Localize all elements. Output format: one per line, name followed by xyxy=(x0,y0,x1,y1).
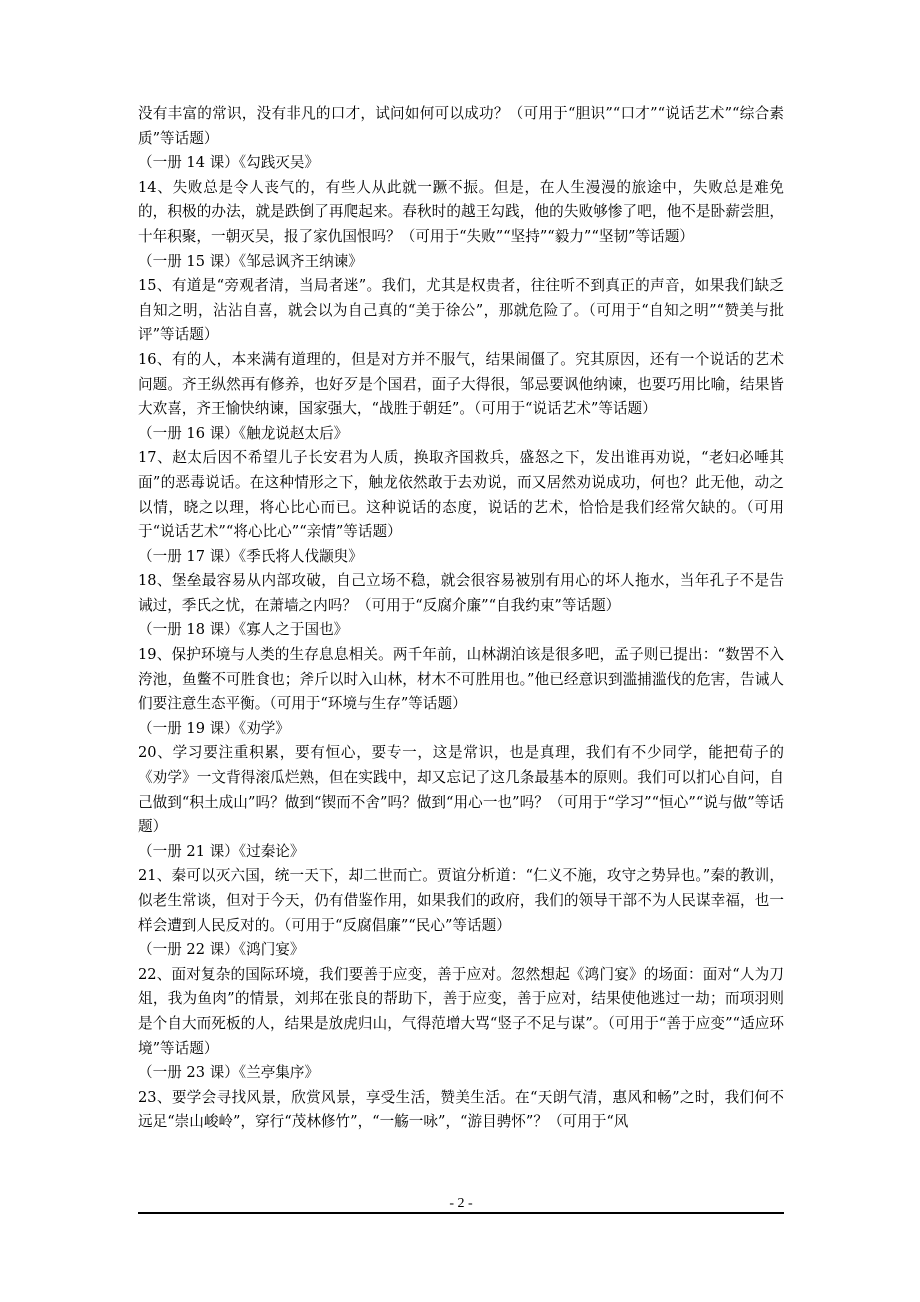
paragraph: 17、赵太后因不希望儿子长安君为人质，换取齐国救兵，盛怒之下，发出谁再劝说，“老妇必唾其面”的恶毒说话。在这种情形之下，触龙依然敢于去劝说，而又居然劝说成功，何也？此无他，动之以情，晓之以理，将心比心而已。这种说话的态度，说话的艺术，恰恰是我们经常欠缺的。（可用于“说话艺术”“将心比心”“亲情”等话题） xyxy=(138,449,784,541)
paragraph: 15、有道是“旁观者清，当局者迷”。我们，尤其是权贵者，往往听不到真正的声音，如果我们缺乏自知之明，沾沾自喜，就会以为自己真的“美于徐公”，那就危险了。（可用于“自知之明”“赞美与批评”等话题） xyxy=(138,277,784,344)
lesson-heading: （一册 14 课）《勾践灭吴》 xyxy=(138,154,320,172)
lesson-heading: （一册 23 课）《兰亭集序》 xyxy=(138,1064,320,1082)
paragraph: 22、面对复杂的国际环境，我们要善于应变，善于应对。忽然想起《鸿门宴》的场面：面对“人为刀俎，我为鱼肉”的情景，刘邦在张良的帮助下，善于应变，善于应对，结果使他逃过一劫；而项羽则是个自大而死板的人，结果是放虎归山，气得范增大骂“竖子不足与谋”。（可用于“善于应变”“适应环境”等话题） xyxy=(138,965,784,1057)
lesson-heading: （一册 21 课）《过秦论》 xyxy=(138,842,305,860)
footer-rule xyxy=(138,1212,784,1214)
paragraph: 19、保护环境与人类的生存息息相关。两千年前，山林湖泊该是很多吧，孟子则已提出：“数罟不入洿池，鱼鳖不可胜食也；斧斤以时入山林，材木不可胜用也。”他已经意识到滥捕滥伐的危害，告诫人们要注意生态平衡。（可用于“环境与生存”等话题） xyxy=(138,646,784,713)
paragraph: 20、学习要注重积累，要有恒心，要专一，这是常识，也是真理，我们有不少同学，能把荀子的《劝学》一文背得滚瓜烂熟，但在实践中，却又忘记了这几条最基本的原则。我们可以扪心自问，自己做到“积土成山”吗？做到“锲而不舍”吗？做到“用心一也”吗？（可用于“学习”“恒心”“说与做”等话题） xyxy=(138,744,784,836)
lesson-heading: （一册 15 课）《邹忌讽齐王纳谏》 xyxy=(138,252,363,270)
lesson-heading: （一册 17 课）《季氏将人伐颛臾》 xyxy=(138,547,363,565)
body-text xyxy=(138,102,784,1135)
paragraph: 23、要学会寻找风景，欣赏风景，享受生活，赞美生活。在“天朗气清，惠风和畅”之时，我们何不远足“崇山峻岭”，穿行“茂林修竹”，“一觞一咏”，“游目骋怀”？（可用于“风 xyxy=(138,1088,784,1131)
paragraph: 21、秦可以灭六国，统一天下，却二世而亡。贾谊分析道：“仁义不施，攻守之势异也。”秦的教训，似老生常谈，但对于今天，仍有借鉴作用，如果我们的政府，我们的领导干部不为人民谋幸福，也一样会遭到人民反对的。（可用于“反腐倡廉”“民心”等话题） xyxy=(138,867,784,934)
lesson-heading: （一册 22 课）《鸿门宴》 xyxy=(138,941,305,959)
paragraph: 没有丰富的常识，没有非凡的口才，试问如何可以成功？（可用于“胆识”“口才”“说话艺术”“综合素质”等话题） xyxy=(138,105,784,147)
lesson-heading: （一册 19 课）《劝学》 xyxy=(138,719,290,737)
paragraph: 18、堡垒最容易从内部攻破，自己立场不稳，就会很容易被别有用心的坏人拖水，当年孔子不是告诫过，季氏之忧，在萧墙之内吗？（可用于“反腐介廉”“自我约束”等话题） xyxy=(138,572,784,614)
page-number: - 2 - xyxy=(445,1195,476,1213)
paragraph: 16、有的人，本来满有道理的，但是对方并不服气，结果闹僵了。究其原因，还有一个说话的艺术问题。齐王纵然再有修养，也好歹是个国君，面子大得很，邹忌要讽他纳谏，也要巧用比喻，结果皆大欢喜，齐王愉快纳谏，国家强大，“战胜于朝廷”。（可用于“说话艺术”等话题） xyxy=(138,350,784,418)
lesson-heading: （一册 16 课）《触龙说赵太后》 xyxy=(138,424,349,442)
lesson-heading: （一册 18 课）《寡人之于国也》 xyxy=(138,621,349,639)
paragraph: 14、失败总是令人丧气的，有些人从此就一蹶不振。但是，在人生漫漫的旅途中，失败总是难免的，积极的办法，就是跌倒了再爬起来。春秋时的越王勾践，他的失败够惨了吧，他不是卧薪尝胆，十年积聚，一朝灭吴，报了家仇国恨吗？（可用于“失败”“坚持”“毅力”“坚韧”等话题） xyxy=(138,178,784,245)
page-footer xyxy=(138,1192,784,1213)
